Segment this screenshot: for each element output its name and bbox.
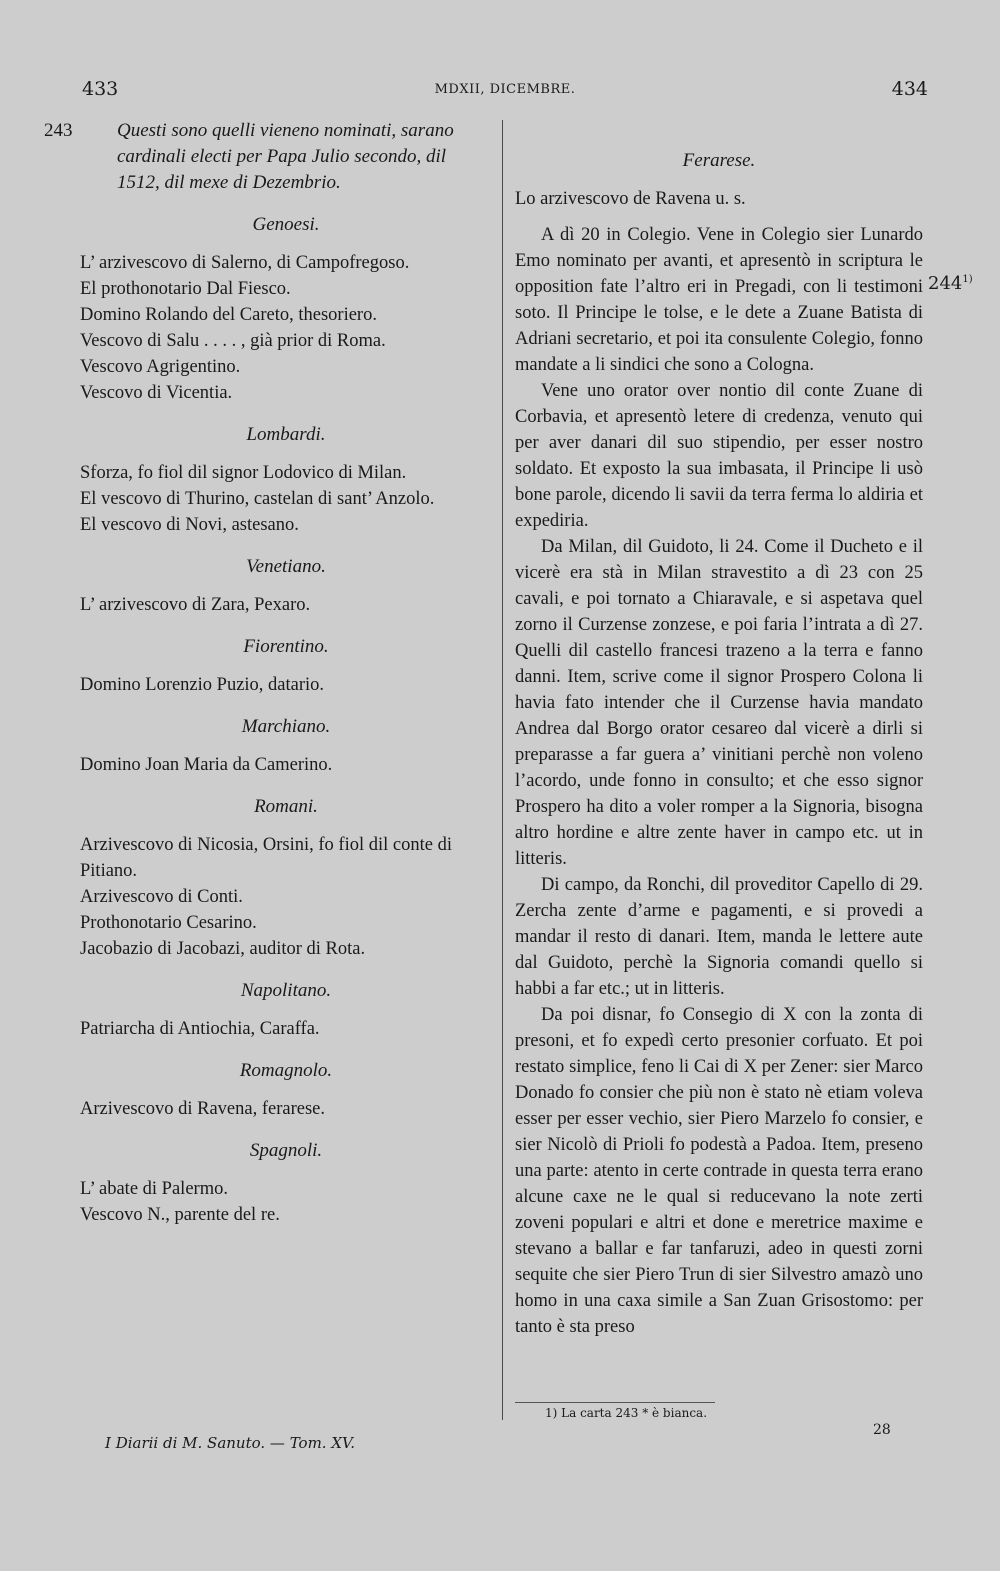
title-line: Questi sono quelli vieneno nominati, sarano [117,120,454,141]
paragraph: Vene uno orator over nontio dil conte Zuane di Corbavia, et apresentò letere di credenza, venuto qui per aver danari dil suo stipendio, per esser nostro soldato. Et exposto la sua imbasata, il Principe li usò bone parole, dicendo li savii da terra ferma lo aldiria et expediria. [515,381,923,531]
paragraph: Da poi disnar, fo Consegio di X con la zonta di presoni, et fo expedì certo presonier corfuato. Et poi restato simplice, feno li Cai di X per Zener: sier Marco Donado fo consier che più non è stato nè etiam voleva esser per esser vechio, sier Piero Marzelo fo consier, e sier Nicolò di Prioli fo podestà a Padoa. Item, preseno una parte: atento in certe contrade in questa terra erano alcune caxe ne le qual si reducevano la note zerti zoveni populari e altri et done e meretrice maxime e stevano a ballar e far tanfaruzi, adeo in questi zorni sequite che sier Piero Trun di sier Silvestro amazò uno homo in una caxa simile a San Zuan Grisostomo: per tanto è sta preso [515,1005,923,1337]
entry-number: 243 [44,120,73,141]
right-column [515,118,923,1340]
cardinal-entry: El vescovo di Novi, astesano. [80,515,299,535]
first-line: Lo arzivescovo de Ravena u. s. [515,189,746,209]
footer-signature: 28 [873,1422,891,1438]
cardinal-entry: L’ arzivescovo di Zara, Pexaro. [80,595,311,615]
section-heading: Lombardi. [246,424,326,445]
left-column [44,118,492,1228]
cardinal-entry: Arzivescovo di Nicosia, Orsini, fo fiol dil conte di [80,835,452,855]
section-heading: Fiorentino. [243,636,329,657]
cardinal-entry: L’ abate di Palermo. [80,1179,228,1199]
running-title: MDXII, DICEMBRE. [434,82,576,97]
section-heading: Ferarese. [682,150,756,171]
footnote: 1) La carta 243 * è bianca. [545,1406,708,1420]
section-heading: Napolitano. [240,980,332,1001]
cardinal-entry: Pitiano. [80,861,138,881]
cardinal-entry: Vescovo di Salu . . . . , già prior di Roma. [80,331,386,351]
cardinal-entry: Vescovo N., parente del re. [80,1205,280,1225]
cardinal-entry: El prothonotario Dal Fiesco. [80,279,291,299]
paragraph: Di campo, da Ronchi, dil proveditor Capello di 29. Zercha zente d’arme e pagamenti, e si provedi a mandar il resto di danari. Item, manda le lettere aute dal Guidoto, perchè la Signoria comandi quello si habbi a far etc.; ut in litteris. [515,875,923,999]
section-heading: Romagnolo. [239,1060,333,1081]
column-divider [502,120,503,1420]
narrative-text [515,222,923,1340]
cardinal-entry: Vescovo Agrigentino. [80,357,241,377]
cardinal-entry: Patriarcha di Antiochia, Caraffa. [80,1019,320,1039]
page-header [82,78,928,108]
cardinal-entry: Arzivescovo di Conti. [80,887,243,907]
cardinal-entry: Domino Lorenzio Puzio, datario. [80,675,325,695]
footer-series: I Diarii di M. Sanuto. — Tom. XV. [105,1434,355,1452]
margin-number: 244$^{1)}$ [928,273,973,294]
page-number-right: 434 [891,78,928,100]
section-heading: Spagnoli. [249,1140,323,1161]
section-heading: Venetiano. [246,556,326,577]
cardinal-entry: Domino Joan Maria da Camerino. [80,755,333,775]
cardinal-entry: Arzivescovo di Ravena, ferarese. [80,1099,326,1119]
section-heading: Romani. [254,796,318,817]
cardinal-entry: Jacobazio di Jacobazi, auditor di Rota. [80,939,366,959]
title-line: cardinali electi per Papa Julio secondo, dil [117,146,447,167]
title-line: 1512, dil mexe di Dezembrio. [117,172,341,193]
list-title [44,118,492,196]
nation-sections [80,212,492,1228]
cardinal-entry: L’ arzivescovo di Salerno, di Campofregoso. [80,253,410,273]
page-number-left: 433 [82,78,119,100]
cardinal-entry: Domino Rolando del Careto, thesoriero. [80,305,377,325]
cardinal-entry: Prothonotario Cesarino. [80,913,257,933]
footnote-rule [515,1402,715,1403]
paragraph: A dì 20 in Colegio. Vene in Colegio sier Lunardo Emo nominato per avanti, et apresentò in scriptura le opposition fate l’altro eri in Pregadi, con li testimoni soto. Il Principe le tolse, e le dete a Zuane Batista di Adriani secretario, et poi ita consulente Colegio, fonno mandate a li sindici che sono a Cologna. [515,225,923,375]
paragraph: Da Milan, dil Guidoto, li 24. Come il Ducheto e il vicerè era stà in Milan stravestito a dì 23 con 25 cavali, e poi tornato a Chiaravale, e si aspetava quel zorno il Curzense zonzese, e poi faria l’intrata a dì 27. Quelli dil castello francesi trazeno a la terra e fanno danni. Item, scrive come il signor Prospero Colona li havia fato intender che il Curzense havia mandato Andrea dal Borgo orator cesareo dal vicerè a dirli si preparasse a far guera a’ vinitiani perchè non voleno l’acordo, unde fonno in consulto; et che esso signor Prospero ha dito a voler romper a la Signoria, bisogna altro hordine e altre zente haver in campo etc. ut in litteris. [515,537,923,869]
cardinal-entry: Vescovo di Vicentia. [80,383,233,403]
cardinal-entry: Sforza, fo fiol dil signor Lodovico di Milan. [80,463,407,483]
section-heading: Marchiano. [241,716,331,737]
section-heading: Genoesi. [252,214,320,235]
cardinal-entry: El vescovo di Thurino, castelan di sant’ Anzolo. [80,489,435,509]
